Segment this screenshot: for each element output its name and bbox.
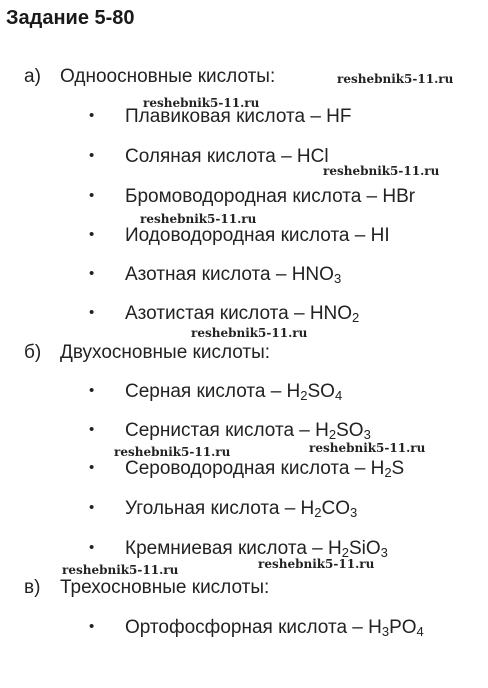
list-item xyxy=(89,225,390,247)
formula-part: SO xyxy=(307,381,335,402)
formula-part: SiO xyxy=(348,538,381,559)
bullet-icon: • xyxy=(89,539,95,556)
section-monobasic xyxy=(24,66,275,88)
list-item xyxy=(89,381,342,403)
list-item xyxy=(89,186,415,208)
bullet-icon: • xyxy=(89,226,95,243)
list-item xyxy=(89,498,357,520)
formula-subscript: 4 xyxy=(334,388,343,403)
formula-subscript: 4 xyxy=(416,624,424,639)
formula-subscript: 2 xyxy=(384,465,392,480)
bullet-icon: • xyxy=(89,459,95,476)
formula-subscript: 3 xyxy=(333,271,342,286)
formula-part: SO xyxy=(336,420,364,441)
list-item xyxy=(89,420,371,442)
acid-text: Азотистая кислота – HNO xyxy=(125,303,353,324)
list-item xyxy=(89,303,359,325)
acid-text: Плавиковая кислота – HF xyxy=(125,106,352,127)
bullet-icon: • xyxy=(89,107,95,124)
acid-text: Бромоводородная кислота – HBr xyxy=(125,186,416,207)
watermark: reshebnik5-11.ru xyxy=(323,164,440,178)
list-item xyxy=(89,146,329,168)
bullet-icon: • xyxy=(89,421,95,438)
bullet-icon: • xyxy=(89,304,95,321)
formula-subscript: 2 xyxy=(328,427,337,442)
list-item xyxy=(89,458,404,480)
acid-text: Азотная кислота – HNO xyxy=(125,264,334,285)
watermark: reshebnik5-11.ru xyxy=(140,212,257,226)
section-label: Трехосновные кислоты: xyxy=(60,577,270,598)
page-title: Задание 5-80 xyxy=(6,7,135,29)
watermark: reshebnik5-11.ru xyxy=(62,563,179,577)
section-letter: в) xyxy=(24,577,41,598)
section-letter: б) xyxy=(24,342,42,363)
bullet-icon: • xyxy=(89,382,95,399)
formula-part: PO xyxy=(389,617,417,638)
acid-text: Серная кислота – H xyxy=(125,381,301,402)
list-item xyxy=(89,264,341,286)
acid-text: Сернистая кислота – H xyxy=(125,420,329,441)
formula-subscript: 2 xyxy=(300,388,308,403)
watermark: reshebnik5-11.ru xyxy=(309,441,426,455)
section-label: Двухосновные кислоты: xyxy=(60,342,271,363)
formula-subscript: 3 xyxy=(380,545,388,560)
bullet-icon: • xyxy=(89,618,95,635)
bullet-icon: • xyxy=(89,499,95,516)
bullet-icon: • xyxy=(89,265,95,282)
formula-subscript: 3 xyxy=(381,624,390,639)
formula-subscript: 2 xyxy=(314,505,322,520)
watermark: reshebnik5-11.ru xyxy=(337,72,454,86)
acid-text: Кремниевая кислота – H xyxy=(125,538,342,559)
watermark: reshebnik5-11.ru xyxy=(258,557,375,571)
acid-text: Иодоводородная кислота – HI xyxy=(125,225,390,246)
list-item xyxy=(89,617,424,639)
bullet-icon: • xyxy=(89,147,95,164)
formula-subscript: 3 xyxy=(363,427,371,442)
section-dibasic xyxy=(24,342,270,364)
section-tribasic xyxy=(24,577,269,599)
acid-text: Ортофосфорная кислота – H xyxy=(125,617,382,638)
acid-text: Соляная кислота – HCl xyxy=(125,146,329,167)
section-label: Одноосновные кислоты: xyxy=(60,66,276,87)
watermark: reshebnik5-11.ru xyxy=(143,96,260,110)
watermark: reshebnik5-11.ru xyxy=(114,445,231,459)
formula-subscript: 3 xyxy=(350,505,358,520)
formula-part: S xyxy=(391,458,405,479)
acid-text: Сероводородная кислота – H xyxy=(125,458,385,479)
section-letter: а) xyxy=(24,66,41,87)
formula-subscript: 2 xyxy=(352,310,360,325)
watermark: reshebnik5-11.ru xyxy=(191,326,308,340)
bullet-icon: • xyxy=(89,187,95,204)
acid-text: Угольная кислота – H xyxy=(125,498,315,519)
formula-subscript: 2 xyxy=(341,545,349,560)
formula-part: CO xyxy=(321,498,351,519)
